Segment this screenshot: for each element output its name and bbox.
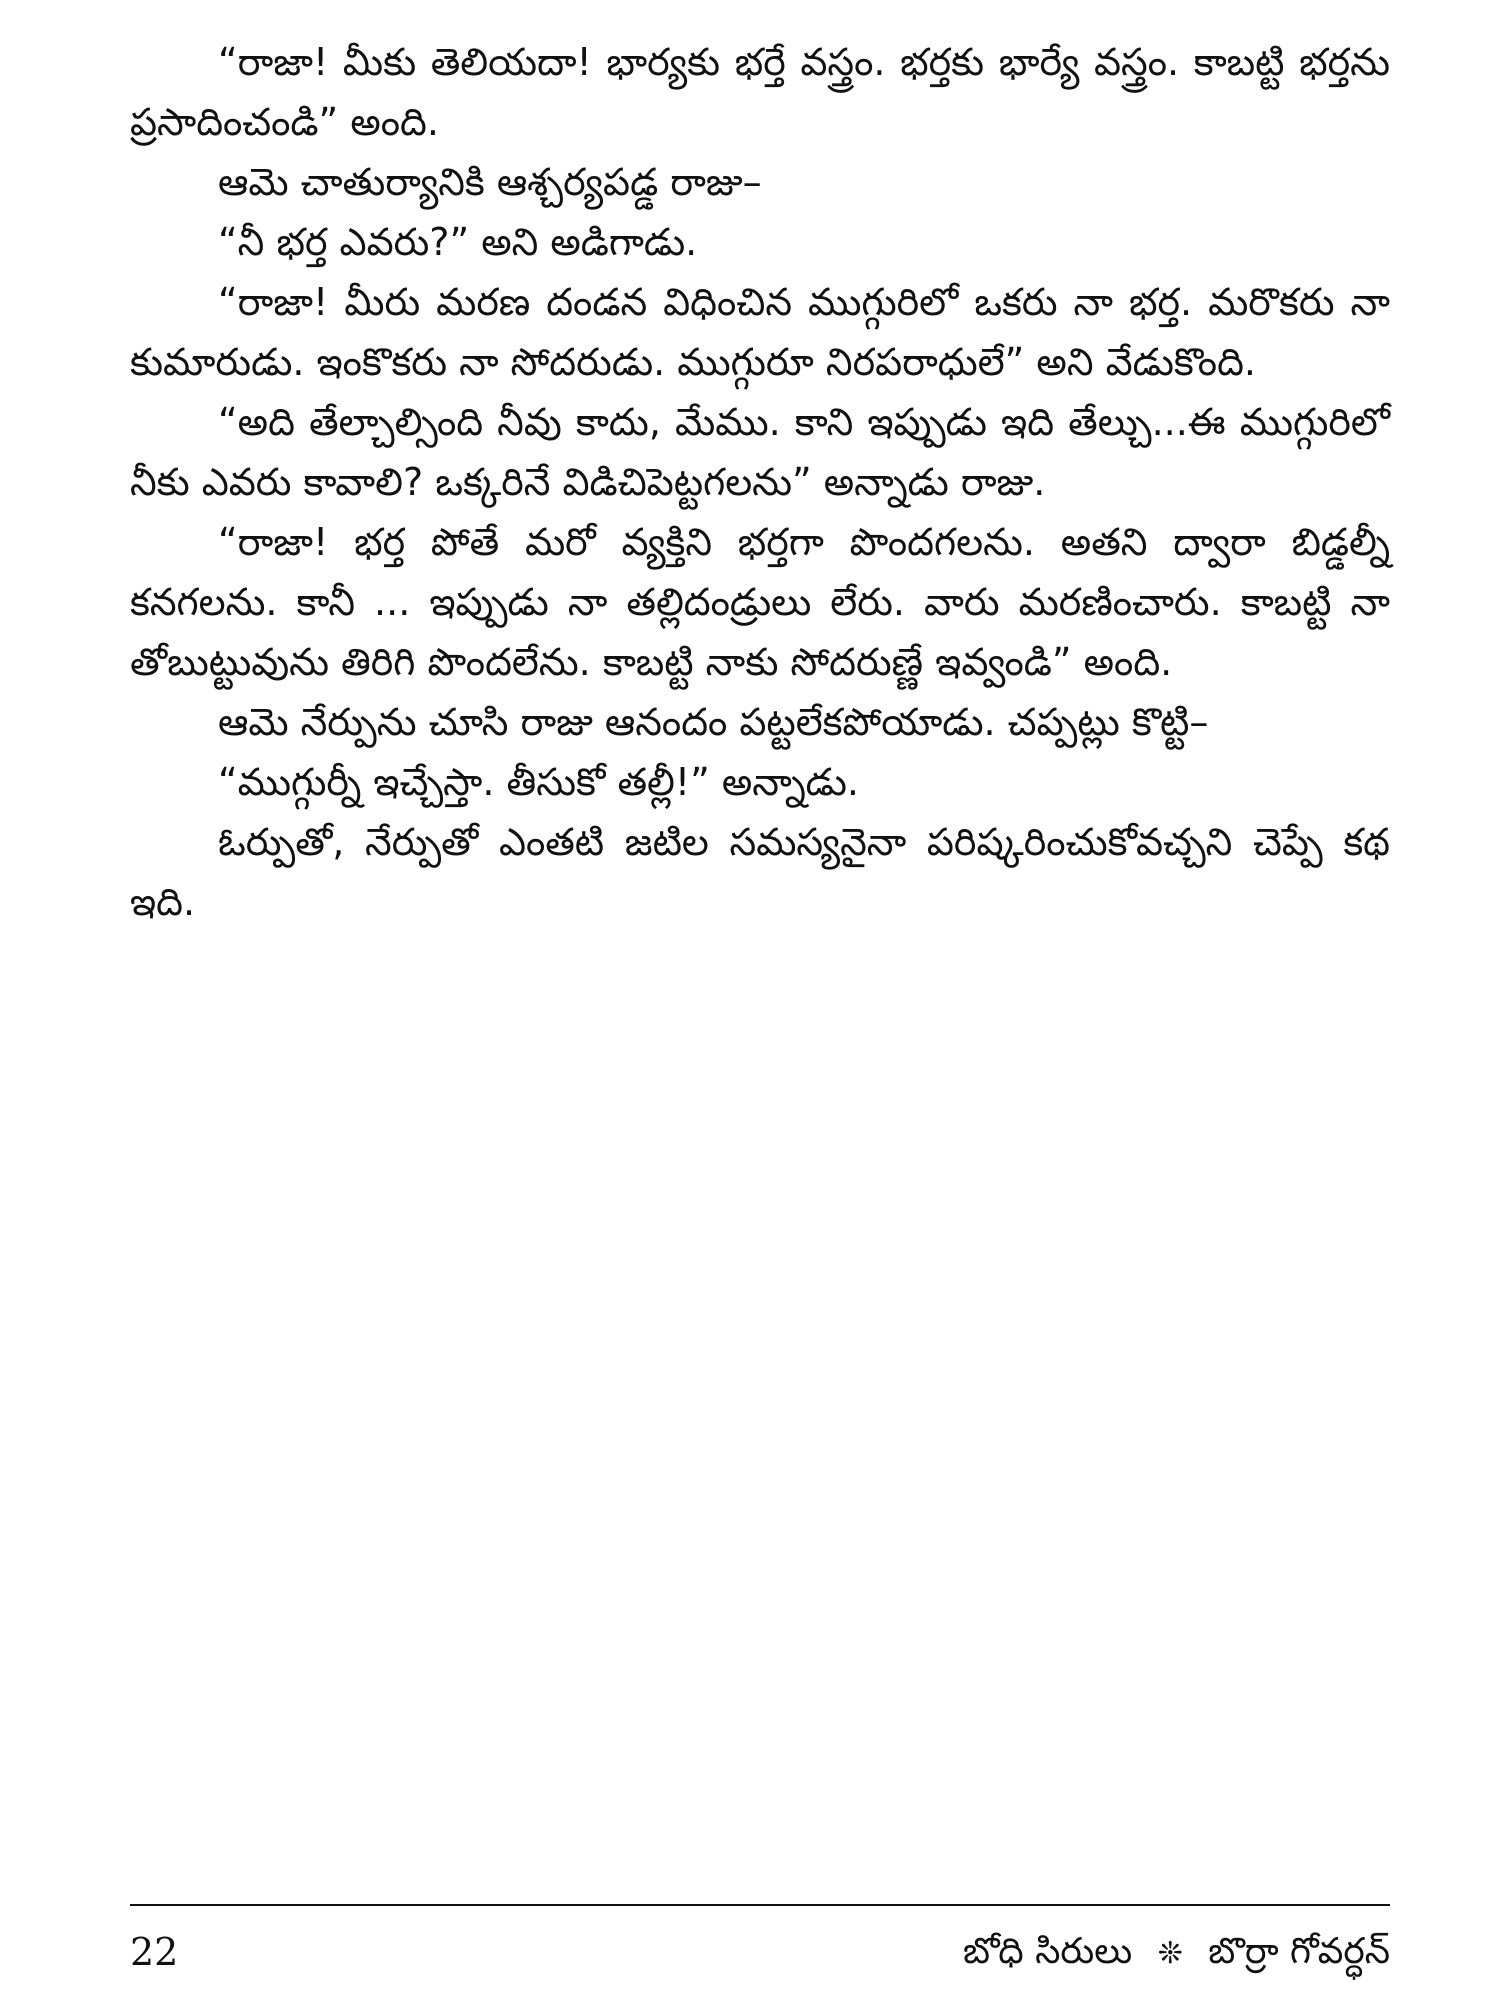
paragraph: “రాజా! భర్త పోతే మరో వ్యక్తిని భర్తగా పొందగలను. అతని ద్వారా బిడ్డల్నీ కనగలను. కానీ ... ఇప్పుడు నా తల్లిదండ్రులు లేరు. వారు మరణించారు. కాబట్టి నా తోబుట్టువును తిరిగి పొందలేను. కాబట్టి నాకు సోదరుణ్ణే ఇవ్వండి” అంది. bbox=[130, 520, 1390, 684]
paragraph: “ముగ్గుర్నీ ఇచ్చేస్తా. తీసుకో తల్లీ!” అన్నాడు. bbox=[218, 760, 859, 804]
page-body-text bbox=[130, 32, 1390, 932]
paragraph: “నీ భర్త ఎవరు?” అని అడిగాడు. bbox=[218, 220, 698, 264]
paragraph: “రాజా! మీరు మరణ దండన విధించిన ముగ్గురిలో ఒకరు నా భర్త. మరొకరు నా కుమారుడు. ఇంకొకరు నా సోదరుడు. ముగ్గురూ నిరపరాధులే” అని వేడుకొంది. bbox=[130, 280, 1390, 384]
author-name: బొర్రా గోవర్ధన్ bbox=[1208, 1931, 1390, 1972]
flower-separator-icon: ❊ bbox=[1157, 1936, 1183, 1971]
paragraph: ఓర్పుతో, నేర్పుతో ఎంతటి జటిల సమస్యనైనా పరిష్కరించుకోవచ్చని చెప్పే కథ ఇది. bbox=[130, 820, 1390, 924]
paragraph: “రాజా! మీకు తెలియదా! భార్యకు భర్తే వస్త్రం. భర్తకు భార్యే వస్త్రం. కాబట్టి భర్తను ప్రసాదించండి” అంది. bbox=[130, 40, 1390, 144]
footer-divider bbox=[130, 1904, 1390, 1906]
page-number: 22 bbox=[130, 1930, 179, 1974]
running-footer bbox=[963, 1930, 1390, 1976]
paragraph: “అది తేల్చాల్సింది నీవు కాదు, మేము. కాని ఇప్పుడు ఇది తేల్చు...ఈ ముగ్గురిలో నీకు ఎవరు కావాలి? ఒక్కరినే విడిచిపెట్టగలను” అన్నాడు రాజు. bbox=[130, 400, 1390, 504]
paragraph: ఆమె చాతుర్యానికి ఆశ్చర్యపడ్డ రాజు– bbox=[218, 160, 762, 204]
book-title: బోధి సిరులు bbox=[962, 1931, 1133, 1972]
paragraph: ఆమె నేర్పును చూసి రాజు ఆనందం పట్టలేకపోయాడు. చప్పట్లు కొట్టి– bbox=[218, 700, 1209, 744]
